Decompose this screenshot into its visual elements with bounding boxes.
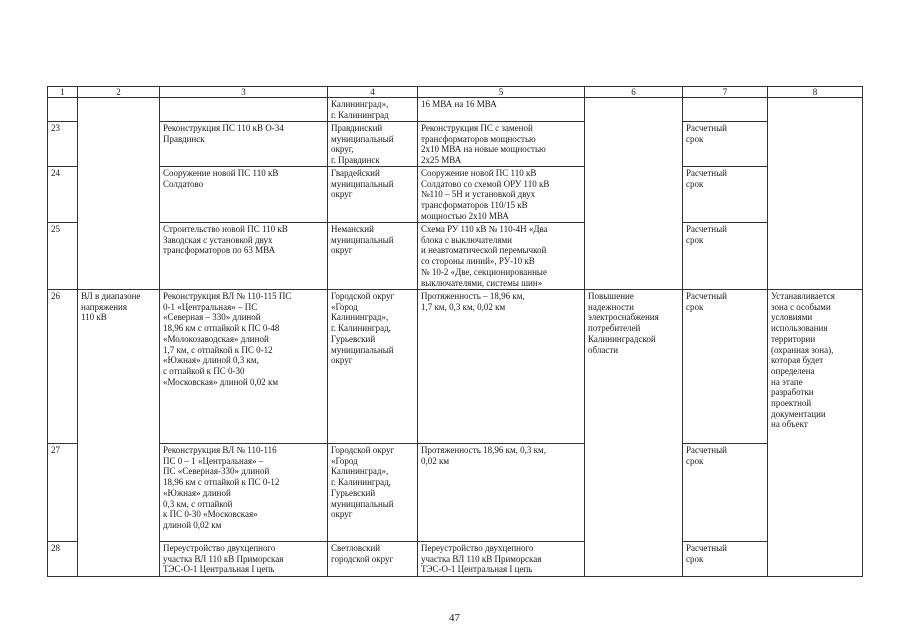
term-cell: Расчетный срок — [683, 290, 768, 444]
characteristics-cell: Схема РУ 110 кВ № 110-4Н «Два блока с выключателями и неавтоматической перемычкой со стороны линий», РУ-10 кВ № 10-2 «Две, секционированные выключателями, системы шин» — [418, 223, 585, 290]
column-number-7: 7 — [683, 87, 768, 98]
column-number-5: 5 — [418, 87, 585, 98]
location-cell: Городской округ «Город Калининград», г. Калининград, Гурьевский муниципальный округ — [328, 290, 418, 444]
column-number-row — [48, 87, 863, 98]
object-name-cell: Реконструкция ВЛ № 110-115 ПС 0-1 «Центральная» – ПС «Северная – 330» длиной 18,96 км с отпайкой к ПС 0-48 «Молокозаводская» длиной 1,7 км, с отпайкой к ПС 0-12 «Южная» длиной 0,3 км, с отпайкой к ПС 0-30 «Московская» длиной 0,02 км — [160, 290, 328, 444]
column-number-3: 3 — [160, 87, 328, 98]
location-cell: Калининград», г. Калининград — [328, 98, 418, 122]
column-number-6: 6 — [585, 87, 683, 98]
category-cell — [78, 98, 160, 290]
table-row — [48, 98, 863, 122]
location-cell: Неманский муниципальный округ — [328, 223, 418, 290]
table-row — [48, 444, 863, 542]
term-cell: Расчетный срок — [683, 122, 768, 167]
row-number: 27 — [48, 444, 78, 542]
characteristics-cell: Протяженность 18,96 км, 0,3 км, 0,02 км — [418, 444, 585, 542]
object-name-cell: Переустройство двухцепного участка ВЛ 110 кВ Приморская ТЭС-О-1 Центральная I цепь — [160, 542, 328, 577]
term-cell: Расчетный срок — [683, 223, 768, 290]
column-number-4: 4 — [328, 87, 418, 98]
row-number: 25 — [48, 223, 78, 290]
category-cell: ВЛ в диапазоне напряжения 110 кВ — [78, 290, 160, 577]
location-cell: Правдинский муниципальный округ, г. Правдинск — [328, 122, 418, 167]
table-row — [48, 122, 863, 167]
purpose-cell — [585, 98, 683, 290]
zone-cell — [768, 98, 863, 290]
object-name-cell — [160, 98, 328, 122]
object-name-cell: Строительство новой ПС 110 кВ Заводская с установкой двух трансформаторов по 63 МВА — [160, 223, 328, 290]
row-number: 24 — [48, 167, 78, 223]
projects-table — [47, 86, 863, 577]
term-cell: Расчетный срок — [683, 444, 768, 542]
object-name-cell: Сооружение новой ПС 110 кВ Солдатово — [160, 167, 328, 223]
characteristics-cell: Переустройство двухцепного участка ВЛ 110 кВ Приморская ТЭС-О-1 Центральная I цепь — [418, 542, 585, 577]
object-name-cell: Реконструкция ВЛ № 110-116 ПС 0 – 1 «Центральная» – ПС «Северная-330» длиной 18,96 км с отпайкой к ПС 0-12 «Южная» длиной 0,3 км, с отпайкой к ПС 0-30 «Московская» длиной 0,02 км — [160, 444, 328, 542]
row-number: 23 — [48, 122, 78, 167]
characteristics-cell: Реконструкция ПС с заменой трансформаторов мощностью 2х10 МВА на новые мощностью 2х25 МВА — [418, 122, 585, 167]
term-cell: Расчетный срок — [683, 167, 768, 223]
zone-cell: Устанавливается зона с особыми условиями использования территории (охранная зона), которая будет определена на этапе разработки проектной документации на объект — [768, 290, 863, 577]
table-row — [48, 223, 863, 290]
row-number: 26 — [48, 290, 78, 444]
location-cell: Городской округ «Город Калининград», г. Калининград, Гурьевский муниципальный округ — [328, 444, 418, 542]
purpose-cell: Повышение надежности электроснабжения потребителей Калининградской области — [585, 290, 683, 577]
location-cell: Гвардейский муниципальный округ — [328, 167, 418, 223]
page-number: 47 — [449, 612, 460, 624]
column-number-1: 1 — [48, 87, 78, 98]
row-number — [48, 98, 78, 122]
table-row — [48, 167, 863, 223]
term-cell: Расчетный срок — [683, 542, 768, 577]
characteristics-cell: 16 МВА на 16 МВА — [418, 98, 585, 122]
characteristics-cell: Протяженность – 18,96 км, 1,7 км, 0,3 км, 0,02 км — [418, 290, 585, 444]
object-name-cell: Реконструкция ПС 110 кВ О-34 Правдинск — [160, 122, 328, 167]
column-number-8: 8 — [768, 87, 863, 98]
term-cell — [683, 98, 768, 122]
column-number-2: 2 — [78, 87, 160, 98]
table-row — [48, 290, 863, 444]
row-number: 28 — [48, 542, 78, 577]
location-cell: Светловский городской округ — [328, 542, 418, 577]
characteristics-cell: Сооружение новой ПС 110 кВ Солдатово со схемой ОРУ 110 кВ №110 – 5Н и установкой двух трансформаторов 110/15 кВ мощностью 2х10 МВА — [418, 167, 585, 223]
table-row — [48, 542, 863, 577]
